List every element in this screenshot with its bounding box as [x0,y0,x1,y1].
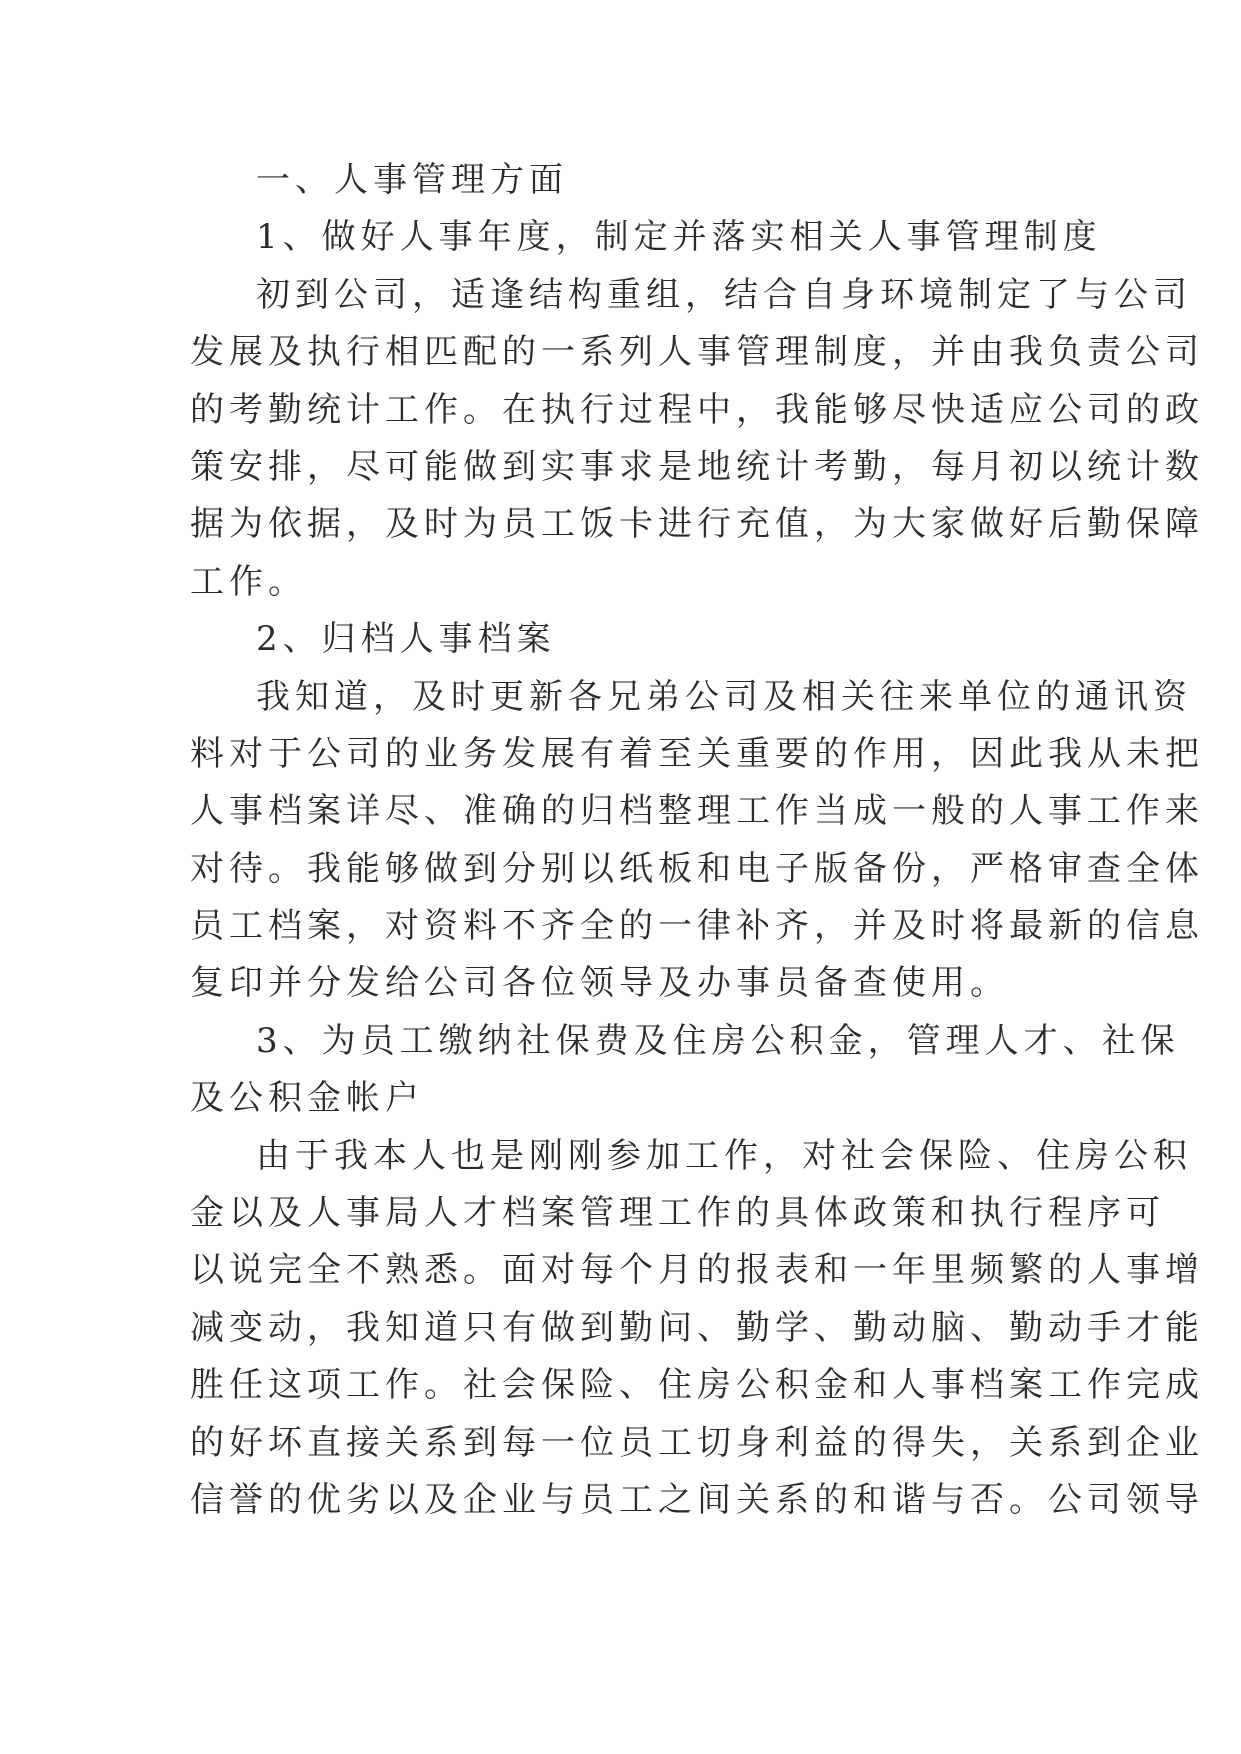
text-line: 初到公司，适逢结构重组，结合自身环境制定了与公司 [256,274,1192,315]
text-line: 2、归档人事档案 [256,619,556,660]
text-line: 及公积金帐户 [190,1078,424,1119]
text-line: 料对于公司的业务发展有着至关重要的作用，因此我从未把 [190,733,1204,774]
text-line: 的考勤统计工作。在执行过程中，我能够尽快适应公司的政 [190,389,1204,430]
text-line: 我知道，及时更新各兄弟公司及相关往来单位的通讯资 [256,676,1192,717]
text-line: 由于我本人也是刚刚参加工作，对社会保险、住房公积 [256,1135,1192,1176]
text-line: 复印并分发给公司各位领导及办事员备查使用。 [190,963,1009,1004]
text-line: 对待。我能够做到分别以纸板和电子版备份，严格审查全体 [190,848,1204,889]
text-line: 金以及人事局人才档案管理工作的具体政策和执行程序可 [190,1193,1165,1234]
text-line: 的好坏直接关系到每一位员工切身利益的得失，关系到企业 [190,1422,1204,1463]
text-line: 发展及执行相匹配的一系列人事管理制度，并由我负责公司 [190,332,1204,373]
text-line: 胜任这项工作。社会保险、住房公积金和人事档案工作完成 [190,1365,1204,1406]
document-body [190,152,1204,1529]
text-line: 1、做好人事年度，制定并落实相关人事管理制度 [256,217,1102,258]
text-line: 以说完全不熟悉。面对每个月的报表和一年里频繁的人事增 [190,1250,1204,1291]
text-line: 一、人事管理方面 [256,160,568,200]
text-line: 工作。 [190,561,307,602]
text-line: 减变动，我知道只有做到勤问、勤学、勤动脑、勤动手才能 [190,1307,1204,1348]
text-line: 人事档案详尽、准确的归档整理工作当成一般的人事工作来 [190,791,1204,832]
text-line: 3、为员工缴纳社保费及住房公积金，管理人才、社保 [256,1020,1180,1061]
text-line: 信誉的优劣以及企业与员工之间关系的和谐与否。公司领导 [190,1479,1204,1520]
text-line: 据为依据，及时为员工饭卡进行充值，为大家做好后勤保障 [190,504,1204,545]
text-line: 员工档案，对资料不齐全的一律补齐，并及时将最新的信息 [190,906,1204,947]
text-line: 策安排，尽可能做到实事求是地统计考勤，每月初以统计数 [190,446,1204,487]
